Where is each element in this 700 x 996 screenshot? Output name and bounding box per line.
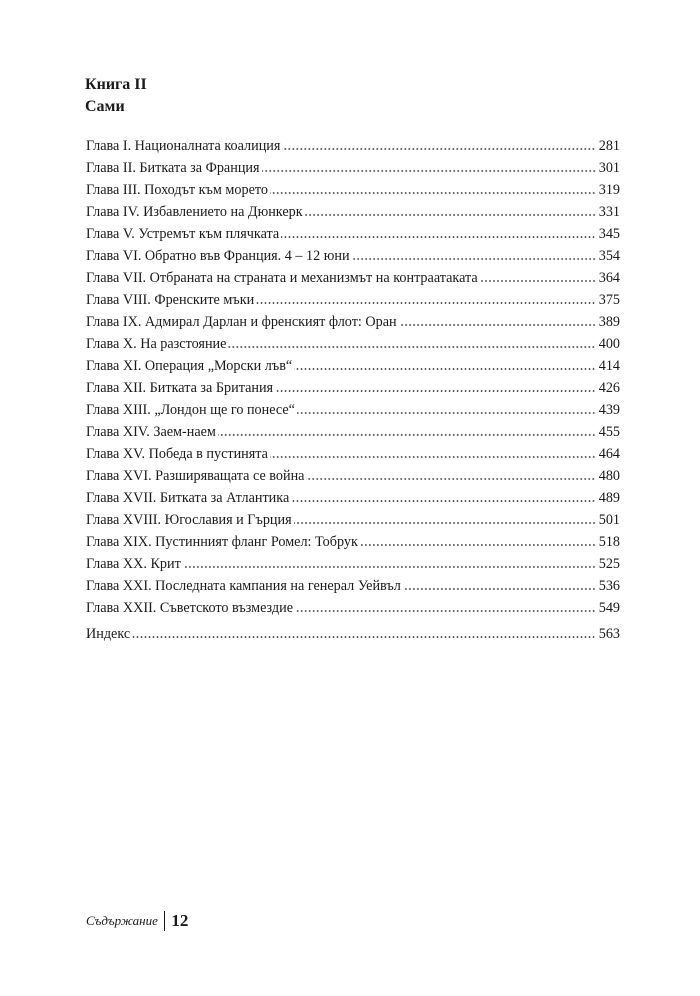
toc-entry[interactable] (86, 331, 620, 353)
toc-entry[interactable] (86, 595, 620, 617)
toc-entry-title: Глава XI. Операция „Морски лъв“ (86, 358, 293, 374)
toc-entry-title: Глава XVIII. Югославия и Гърция (86, 512, 292, 528)
toc-entry-title: Глава XXII. Съветското възмездие (86, 600, 294, 616)
toc-entry-page: 426 (598, 380, 620, 396)
toc-entry[interactable] (86, 375, 620, 397)
toc-entry[interactable] (86, 529, 620, 551)
toc-entry-page: 563 (598, 626, 620, 642)
toc-entry[interactable] (86, 485, 620, 507)
toc-entry-title: Глава V. Устремът към плячката (86, 226, 280, 242)
toc-entry-title: Глава VI. Обратно във Франция. 4 – 12 юни (86, 248, 350, 264)
page-number: 12 (171, 911, 189, 930)
toc-dot-leader (295, 609, 596, 613)
footer-section-label: Съдържание (86, 913, 158, 928)
toc-entry[interactable] (86, 309, 620, 331)
toc-entry-page: 518 (598, 534, 620, 550)
toc-entry-title: Глава XII. Битката за Британия (86, 380, 274, 396)
toc-entry-title: Глава I. Националната коалиция (86, 138, 281, 154)
toc-entry-title: Глава X. На разстояние (86, 336, 227, 352)
toc-entry[interactable] (86, 397, 620, 419)
toc-dot-leader (306, 477, 595, 481)
toc-entry[interactable] (86, 353, 620, 375)
toc-dot-leader (297, 411, 596, 415)
toc-dot-leader (305, 213, 596, 217)
toc-entry-title: Глава XIV. Заем-наем (86, 424, 216, 440)
toc-entry-title: Глава VII. Отбраната на страната и механизмът на контраатаката (86, 270, 478, 286)
toc-entry[interactable] (86, 243, 620, 265)
toc-entry-page: 439 (598, 402, 620, 418)
toc-entry-page: 281 (598, 138, 620, 154)
toc-entry-page: 549 (598, 600, 620, 616)
toc-entry-title: Глава XX. Крит (86, 556, 181, 572)
toc-dot-leader (262, 169, 596, 173)
toc-entry[interactable] (86, 133, 620, 155)
toc-entry-title: Глава IX. Адмирал Дарлан и френският флот: Оран (86, 314, 397, 330)
toc-entry[interactable] (86, 287, 620, 309)
toc-dot-leader (256, 301, 596, 305)
toc-entry-page: 301 (598, 160, 620, 176)
toc-entry-page: 525 (598, 556, 620, 572)
toc-dot-leader (291, 499, 595, 503)
toc-entry[interactable] (86, 265, 620, 287)
toc-entry-page: 389 (598, 314, 620, 330)
toc-dot-leader (270, 191, 596, 195)
toc-dot-leader (183, 565, 596, 569)
toc-dot-leader (360, 543, 596, 547)
toc-entry-page: 501 (598, 512, 620, 528)
toc-dot-leader (282, 147, 595, 151)
toc-entry-title: Глава III. Походът към морето (86, 182, 268, 198)
toc-dot-leader (294, 367, 596, 371)
book-subtitle: Сами (85, 98, 125, 115)
toc-entry[interactable] (86, 441, 620, 463)
toc-dot-leader (294, 521, 596, 525)
toc-entry-title: Глава XVI. Разширяващата се война (86, 468, 305, 484)
toc-entry[interactable] (86, 155, 620, 177)
page-footer (86, 910, 188, 932)
toc-entry-page: 364 (598, 270, 620, 286)
toc-dot-leader (480, 279, 596, 283)
toc-entry-title: Глава XIII. „Лондон ще го понесе“ (86, 402, 295, 418)
toc-entry[interactable] (86, 199, 620, 221)
footer-divider (164, 911, 166, 931)
toc-entry-page: 319 (598, 182, 620, 198)
toc-entry-page: 331 (598, 204, 620, 220)
toc-entry[interactable] (86, 221, 620, 243)
toc-dot-leader (352, 257, 596, 261)
toc-dot-leader (132, 635, 596, 639)
toc-entry-page: 536 (598, 578, 620, 594)
toc-entry-title: Глава IV. Избавлението на Дюнкерк (86, 204, 303, 220)
toc-dot-leader (281, 235, 596, 239)
toc-entry-title: Глава XV. Победа в пустинята (86, 446, 268, 462)
toc-entry-page: 464 (598, 446, 620, 462)
toc-dot-leader (228, 345, 595, 349)
toc-entry-title: Глава XVII. Битката за Атлантика (86, 490, 290, 506)
toc-entry-page: 375 (598, 292, 620, 308)
toc-entry[interactable] (86, 507, 620, 529)
toc-dot-leader (399, 323, 596, 327)
toc-entry-page: 489 (598, 490, 620, 506)
toc-entry-title: Индекс (86, 626, 131, 642)
toc-entry[interactable] (86, 419, 620, 441)
toc-entry-page: 480 (598, 468, 620, 484)
table-of-contents (86, 133, 620, 643)
toc-dot-leader (218, 433, 596, 437)
toc-entry[interactable] (86, 551, 620, 573)
toc-dot-leader (270, 455, 596, 459)
book-title: Книга II (85, 76, 147, 93)
toc-entry[interactable] (86, 463, 620, 485)
toc-entry-page: 455 (598, 424, 620, 440)
toc-dot-leader (275, 389, 596, 393)
toc-entry-title: Глава VIII. Френските мъки (86, 292, 255, 308)
toc-entry[interactable] (86, 573, 620, 595)
toc-entry-title: Глава II. Битката за Франция (86, 160, 260, 176)
toc-entry-page: 345 (598, 226, 620, 242)
toc-entry-page: 414 (598, 358, 620, 374)
toc-entry-page: 400 (598, 336, 620, 352)
toc-entry-page: 354 (598, 248, 620, 264)
toc-entry-title: Глава XIX. Пустинният фланг Ромел: Тобрук (86, 534, 358, 550)
toc-entry[interactable] (86, 177, 620, 199)
toc-entry[interactable] (86, 621, 620, 643)
toc-dot-leader (403, 587, 596, 591)
toc-entry-title: Глава XXI. Последната кампания на генерал Уейвъл (86, 578, 401, 594)
